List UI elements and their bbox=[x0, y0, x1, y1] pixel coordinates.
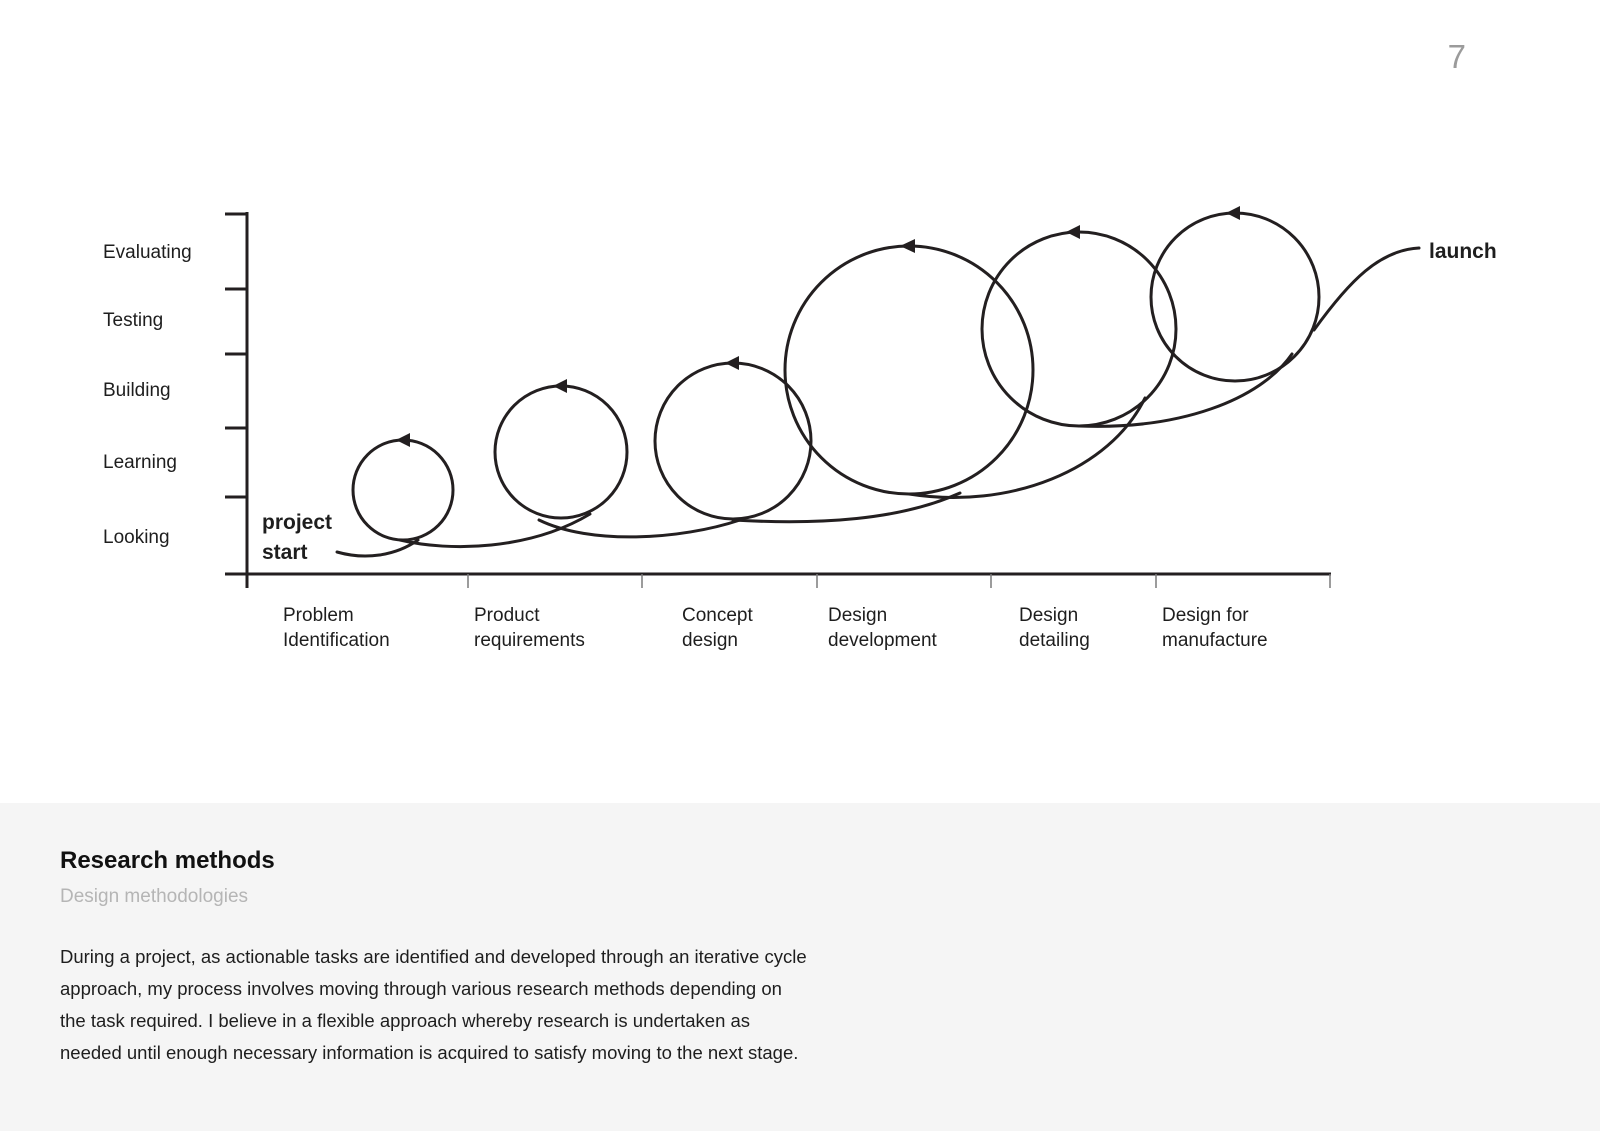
y-label-testing: Testing bbox=[103, 310, 164, 331]
direction-arrows bbox=[396, 206, 1240, 447]
stage-label: requirements bbox=[474, 630, 585, 651]
launch-label: launch bbox=[1429, 240, 1497, 263]
loop-product-requirements bbox=[495, 386, 627, 518]
stage-label: Design for bbox=[1162, 605, 1249, 626]
section-subtitle: Design methodologies bbox=[60, 886, 249, 907]
body-line: approach, my process involves moving through various research methods depending on bbox=[60, 978, 782, 999]
arrow-icon bbox=[553, 379, 567, 393]
page-number: 7 bbox=[1447, 38, 1466, 75]
loop-design-for-manufacture bbox=[1151, 213, 1319, 381]
stage-label: Identification bbox=[283, 630, 390, 651]
stage-label: Problem bbox=[283, 605, 354, 626]
loop-design-detailing bbox=[982, 232, 1176, 426]
body-line: During a project, as actionable tasks are identified and developed through an iterative cycle bbox=[60, 946, 807, 967]
arrow-icon bbox=[900, 239, 915, 253]
connector-2 bbox=[539, 520, 740, 537]
y-label-looking: Looking bbox=[103, 527, 170, 548]
stage-label: detailing bbox=[1019, 630, 1090, 651]
stage-label: development bbox=[828, 630, 937, 651]
stage-label: Product bbox=[474, 605, 540, 626]
stage-label: Concept bbox=[682, 605, 753, 626]
arrow-icon bbox=[396, 433, 410, 447]
arrow-icon bbox=[1226, 206, 1240, 220]
stage-label: Design bbox=[828, 605, 888, 626]
x-ticks bbox=[468, 574, 1330, 588]
body-line: the task required. I believe in a flexible approach whereby research is undertaken as bbox=[60, 1010, 751, 1031]
project-start-label: start bbox=[262, 541, 308, 564]
connector-4 bbox=[909, 398, 1145, 498]
stage-label: design bbox=[682, 630, 738, 651]
loop-design-development bbox=[785, 246, 1033, 494]
launch-curve bbox=[1314, 248, 1419, 330]
section-title: Research methods bbox=[60, 847, 275, 874]
body-line: needed until enough necessary information is acquired to satisfy moving to the next stage. bbox=[60, 1042, 799, 1063]
project-start-label: project bbox=[262, 511, 333, 534]
y-label-learning: Learning bbox=[103, 452, 177, 473]
arrow-icon bbox=[1066, 225, 1080, 239]
stage-label: manufacture bbox=[1162, 630, 1268, 651]
loop-problem-identification bbox=[353, 440, 453, 540]
arrow-icon bbox=[725, 356, 739, 370]
axes bbox=[225, 212, 1331, 588]
y-label-building: Building bbox=[103, 380, 171, 401]
y-label-evaluating: Evaluating bbox=[103, 242, 192, 263]
y-level-labels bbox=[103, 242, 192, 548]
iteration-path bbox=[337, 213, 1419, 556]
footer-panel bbox=[0, 803, 1600, 1131]
stage-label: Design bbox=[1019, 605, 1079, 626]
section-body bbox=[60, 941, 850, 1069]
stage-labels bbox=[283, 605, 1268, 651]
